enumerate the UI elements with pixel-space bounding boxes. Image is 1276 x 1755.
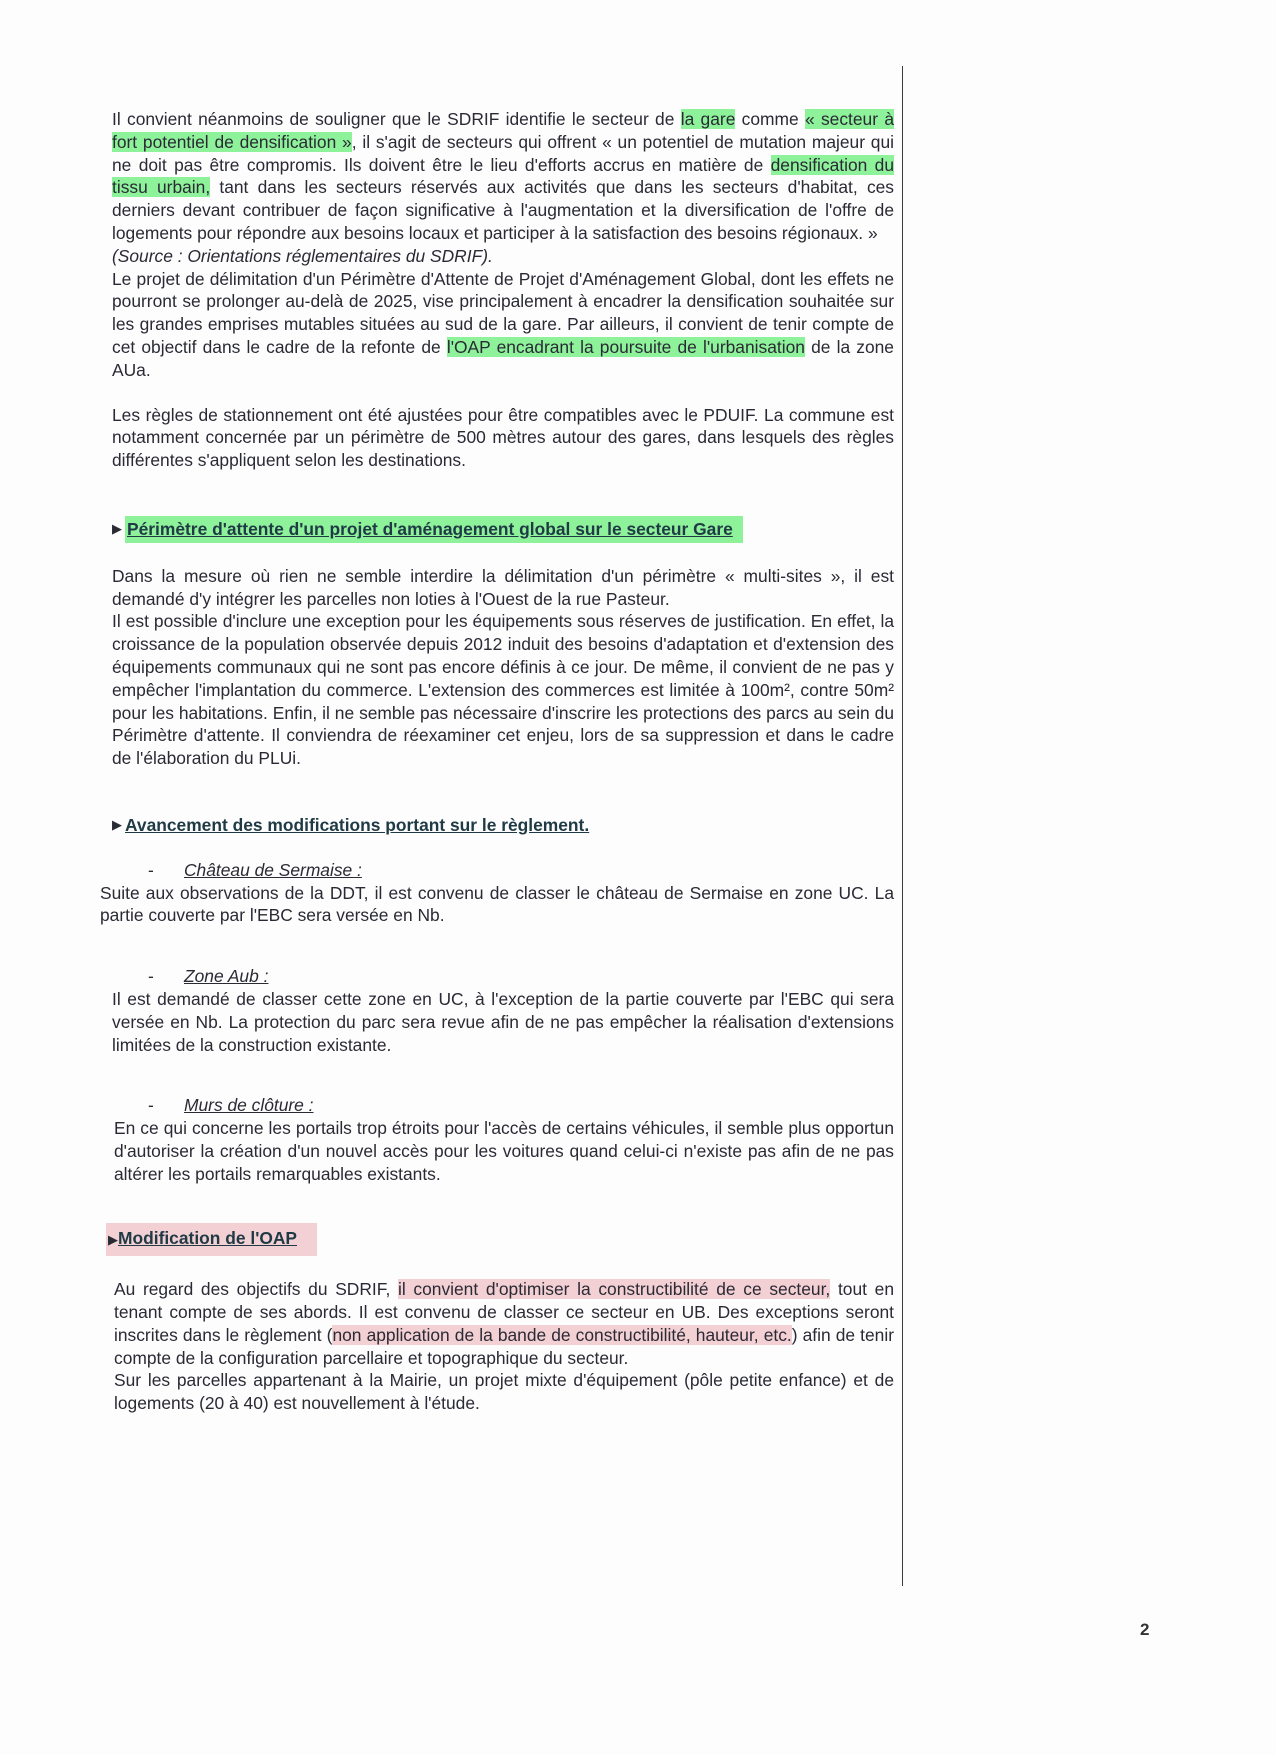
- triangle-right-icon: ▶: [108, 1232, 118, 1248]
- text-run: Au regard des objectifs du SDRIF,: [114, 1279, 398, 1300]
- text-run: Il convient néanmoins de souligner que le SDRIF identifie le secteur de: [112, 109, 681, 129]
- section-title-highlight: [125, 516, 743, 543]
- page-number: 2: [1140, 1620, 1150, 1639]
- highlight-green: densification du tissu urbain,: [112, 154, 895, 198]
- section-title-perimetre: [112, 516, 894, 543]
- paragraph-mairie: Sur les parcelles appartenant à la Mairie, un projet mixte d'équipement (pôle petite enfance) et de logements (20 à 40) est nouvellement à l'étude.: [114, 1370, 894, 1414]
- bullet-dash: -: [148, 966, 154, 987]
- section-title-oap: [106, 1223, 894, 1256]
- section-title-text: Modification de l'OAP: [118, 1228, 298, 1249]
- bullet-label: Château de Sermaise :: [184, 859, 362, 880]
- triangle-right-icon: ▶: [112, 816, 122, 832]
- source-note: (Source : Orientations réglementaires du SDRIF).: [112, 245, 493, 266]
- section-title-text: Périmètre d'attente d'un projet d'aménagement global sur le secteur Gare: [127, 518, 733, 539]
- paragraph-sdrif: [112, 108, 894, 245]
- bullet-zone-aub: [148, 965, 894, 988]
- text-run: Le projet de délimitation d'un Périmètre d'Attente de Projet d'Aménagement Global, dont les effets ne pourront se prolonger au-delà de 2025, vise principalement à encadrer la densification souhaitée sur les grandes emprises mutables situées au sud de la gare. Par ailleurs, il convient de tenir compte de cet objectif dans le cadre de la refonte de: [112, 268, 894, 357]
- text-run: ) afin de tenir compte de la configuration parcellaire et topographique du secteur.: [114, 1324, 894, 1368]
- highlight-pink: il convient d'optimiser la constructibilité de ce secteur,: [397, 1279, 831, 1300]
- paragraph-exception: Il est possible d'inclure une exception pour les équipements sous réserves de justification. En effet, la croissance de la population observée depuis 2012 induit des besoins d'adaptation et d'extension des équipements communaux qui ne sont pas encore définis à ce jour. De même, il convient de ne pas y empêcher l'implantation du commerce. L'extension des commerces est limitée à 100m², contre 50m² pour les habitations. Enfin, il ne semble pas nécessaire d'inscrire les protections des parcs au sein du Périmètre d'attente. Il conviendra de réexaminer cet enjeu, lors de sa suppression et dans le cadre de l'élaboration du PLUi.: [112, 611, 894, 769]
- text-run: comme: [735, 109, 805, 129]
- text-run: tout en tenant compte de ses abords. Il est convenu de classer ce secteur en UB. Des exceptions seront inscrites dans le règlement (: [114, 1279, 894, 1345]
- margin-rule: [902, 66, 903, 1586]
- paragraph-murs-cloture: En ce qui concerne les portails trop étroits pour l'accès de certains véhicules, il semble plus opportun d'autoriser la création d'un nouvel accès pour les voitures quand celui-ci n'existe pas afin de ne pas altérer les portails remarquables existants.: [114, 1118, 894, 1184]
- document-body: [100, 108, 895, 1415]
- bullet-murs-cloture: [148, 1094, 894, 1117]
- paragraph-oap: [114, 1278, 894, 1369]
- bullet-label: Zone Aub :: [184, 966, 269, 987]
- highlight-green: « secteur à fort potentiel de densification »: [112, 109, 894, 152]
- highlight-green: la gare: [680, 109, 736, 129]
- paragraph-perimetre: [112, 268, 894, 382]
- paragraph-stationnement: Les règles de stationnement ont été ajustées pour être compatibles avec le PDUIF. La commune est notamment concernée par un périmètre de 500 mètres autour des gares, dans lesquels des règles différentes s'appliquent selon les destinations.: [112, 404, 894, 471]
- section-title-highlight: [106, 1223, 317, 1256]
- section-title-text: Avancement des modifications portant sur le règlement.: [125, 814, 590, 835]
- text-run: de la zone AUa.: [112, 336, 894, 380]
- bullet-chateau: [148, 859, 894, 882]
- bullet-dash: -: [148, 1095, 154, 1116]
- section-title-reglement: [112, 814, 894, 837]
- paragraph-multisites: Dans la mesure où rien ne semble interdire la délimitation d'un périmètre « multi-sites », il est demandé d'y intégrer les parcelles non loties à l'Ouest de la rue Pasteur.: [112, 565, 894, 609]
- triangle-right-icon: ▶: [112, 520, 122, 536]
- paragraph-chateau: Suite aux observations de la DDT, il est convenu de classer le château de Sermaise en zone UC. La partie couverte par l'EBC sera versée en Nb.: [100, 882, 894, 926]
- text-run: tant dans les secteurs réservés aux activités que dans les secteurs d'habitat, ces derniers devant contribuer de façon significative à l'augmentation et la diversification de l'offre de logements pour répondre aux besoins locaux et participer à la satisfaction des besoins régionaux. »: [112, 177, 895, 243]
- text-run: , il s'agit de secteurs qui offrent « un potentiel de mutation majeur qui ne doit pas être compromis. Ils doivent être le lieu d'efforts accrus en matière de: [112, 131, 894, 175]
- highlight-pink: non application de la bande de constructibilité, hauteur, etc.: [332, 1324, 792, 1345]
- bullet-dash: -: [148, 859, 154, 880]
- bullet-label: Murs de clôture :: [184, 1095, 314, 1116]
- highlight-green: l'OAP encadrant la poursuite de l'urbanisation: [446, 336, 805, 357]
- paragraph-zone-aub: Il est demandé de classer cette zone en UC, à l'exception de la partie couverte par l'EBC qui sera versée en Nb. La protection du parc sera revue afin de ne pas empêcher la réalisation d'extensions limitées de la construction existante.: [112, 988, 894, 1055]
